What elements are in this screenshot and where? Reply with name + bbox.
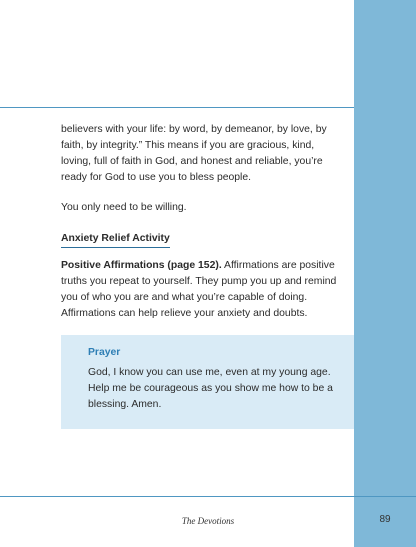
- footer-section-label: The Devotions: [181, 516, 235, 526]
- body-paragraph-2: You only need to be willing.: [61, 202, 187, 213]
- page-number: 89: [379, 514, 391, 525]
- body-paragraph-1: believers with your life: by word, by demeanor, by love, by faith, by integrity.” This means if you are gracious, kind, loving, full of faith in God, and honest and reliable, you’re ready for God to use you to bless people.: [61, 124, 327, 183]
- prayer-box: [61, 335, 354, 429]
- side-color-tab: [354, 0, 416, 547]
- page-content: [61, 122, 346, 322]
- affirmations-lead: Positive Affirmations (page 152).: [61, 260, 222, 271]
- bottom-rule: [0, 496, 416, 497]
- top-rule: [0, 107, 354, 108]
- prayer-title: Prayer: [88, 347, 121, 358]
- activity-heading: Anxiety Relief Activity: [61, 231, 170, 248]
- affirmations-text: Affirmations are positive truths you repeat to yourself. They pump you up and remind you of who you are and what you’re capable of doing. Affirmations can help relieve your anxiety and doubts.: [61, 260, 337, 319]
- body-paragraph-3: [61, 258, 346, 322]
- prayer-text: God, I know you can use me, even at my young age. Help me be courageous as you show me how to be a blessing. Amen.: [88, 367, 333, 410]
